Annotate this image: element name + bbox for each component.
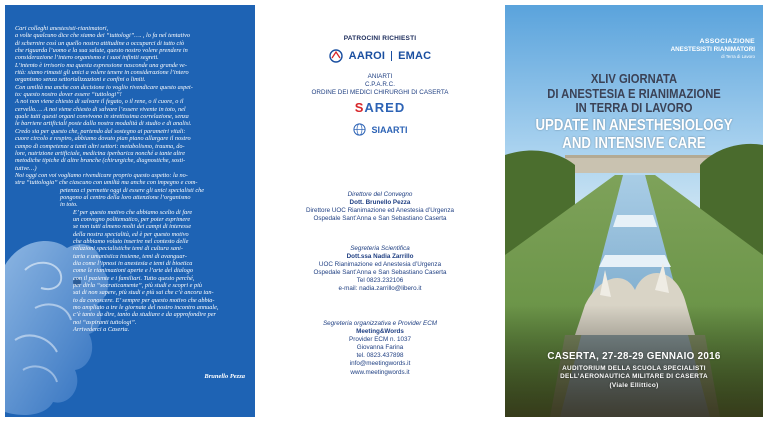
segreteria-phone: Tel 0823.232106 — [356, 277, 404, 285]
event-venue — [505, 365, 763, 390]
letter-line: considerazione l’intero organismo e i suoi infiniti segreti. — [15, 54, 159, 62]
patrocini-title: PATROCINI RICHIESTI — [343, 35, 417, 42]
letter-line: stra “tuttologia” che ciascuno con umiltà ma anche con impegno e com- — [15, 179, 198, 187]
direttore-role: Direttore UOC Rianimazione ed Anestesia d’Urgenza — [305, 207, 455, 215]
letter-line: rità: siamo rimasti gli unici a volere tenere in considerazione l’intero — [15, 69, 189, 77]
letter-body-indented — [15, 187, 251, 209]
direttore-hospital: Ospedale Sant’Anna e San Sebastiano Caserta — [313, 215, 447, 223]
emac-label: EMAC — [398, 50, 432, 62]
letter-line: di schernire così un quello nostra attitudine a occuparci di tutto ciò — [15, 39, 185, 47]
letter-line: to da conoscere. E’ sempre per questo motivo che abbia- — [73, 296, 215, 304]
aaroi-emac-logo — [255, 49, 505, 63]
organizzativa-block — [255, 320, 505, 377]
letter-line: c’è tanto da dire, tanto da studiare e da approfondire per — [73, 311, 216, 319]
letter-line: per dirla “socraticamente”, più studi e scopri e più — [73, 282, 202, 290]
segreteria-hospital: Ospedale Sant’Anna e San Sebastiano Caserta — [313, 269, 447, 277]
letter-line: organismo senza settorializzazioni e confini o limiti. — [15, 76, 146, 84]
letter-line: metodiche tipiche di altre branche (chirurgiche, diagnostiche, sosti- — [15, 157, 186, 165]
direttore-name: Dott. Brunello Pezza — [349, 199, 411, 207]
update-line-1: UPDATE IN ANESTHESIOLOGY — [535, 117, 733, 134]
org-phone: tel. 0823.437898 — [356, 352, 404, 360]
sared-logo — [255, 100, 505, 115]
letter-line: della nostra specialità, ed è per questo motivo — [73, 230, 189, 238]
segreteria-label: Segreteria Scientifica — [350, 245, 410, 252]
org-contact: Giovanna Farina — [356, 344, 404, 352]
letter-line: campo di competenze a tanti altri settori: metabolismo, trauma, do- — [15, 142, 185, 150]
venue-line-1: AUDITORIUM DELLA SCUOLA SPECIALISTI — [562, 365, 706, 372]
assoc-line-1: ASSOCIAZIONE — [699, 38, 755, 45]
letter-line: cervello…. A noi viene chiesto di salvare l’essere vivente in toto, nel — [15, 105, 186, 113]
letter-line: L’intento è irrisorio ma questa espressione nasconde una grande ve- — [15, 61, 187, 69]
siaarti-label: SIAARTI — [371, 124, 408, 135]
letter-line: Cari colleghi anestesisti-rianimatori, — [15, 25, 109, 32]
sared-rest: ARED — [364, 100, 406, 115]
venue-line-3: (Viale Ellittico) — [609, 381, 659, 389]
cparc-line: C.P.A.R.C. — [365, 81, 395, 88]
letter-line: in toto. — [60, 201, 78, 209]
sared-s: S — [354, 100, 365, 115]
letter-body-indented-more — [15, 209, 251, 334]
letter-line: petenza ci permette oggi di essere gli unici specialisti che — [60, 186, 205, 194]
venue-line-2: DELL’AERONAUTICA MILITARE DI CASERTA — [560, 373, 708, 381]
letter-line: le barriere artificiali poste dalla nostra modalità di studio e di analisi. — [15, 120, 192, 128]
letter-signature: Brunello Pezza — [204, 373, 245, 380]
direttore-label: Direttore del Convegno — [347, 191, 413, 198]
letter-line: pongono al centro della loro attenzione l’organismo — [60, 193, 191, 201]
direttore-block — [255, 191, 505, 223]
letter-line: noi “aspiranti tuttologi”. — [73, 318, 137, 326]
siaarti-logo — [255, 123, 505, 136]
update-line-2: AND INTENSIVE CARE — [562, 135, 706, 152]
letter-line: taria e umanistica insieme, temi di avanguar- — [73, 252, 187, 260]
segreteria-email: e-mail: nadia.zarrillo@libero.it — [338, 285, 422, 293]
sponsors-panel — [255, 5, 505, 417]
letter-line: dia come l’ipnosi in anestesia e temi di bioetica — [73, 260, 193, 267]
org-provider: Provider ECM n. 1037 — [349, 336, 411, 344]
event-dates: CASERTA, 27-28-29 GENNAIO 2016 — [547, 351, 721, 362]
letter-line: E’ per questo motivo che abbiamo scelto di fare — [73, 208, 193, 216]
org-label: Segreteria organizzativa e Provider ECM — [322, 320, 438, 327]
letter-line: che riguarda l’uomo e la sua salute, questo nostro volere prendere in — [15, 47, 188, 55]
letter-line: con il paziente e i familiari. Tutto questo perché, — [73, 274, 195, 282]
giornata-line-3: IN TERRA DI LAVORO — [575, 100, 693, 115]
assoc-line-2: ANESTESISTI RIANIMATORI — [670, 45, 755, 53]
letter-text — [15, 25, 251, 380]
letter-line: A noi non viene chiesto di salvare il fegato, o il rene, o il cuore, o il — [15, 98, 184, 106]
org-website: www.meetingwords.it — [350, 368, 410, 376]
letter-line: Arrivederci a Caserta. — [73, 326, 130, 334]
org-email: info@meetingwords.it — [349, 360, 411, 368]
letter-line: sai di non sapere, più studi e più sai che c’è ancora tan- — [73, 289, 214, 297]
letter-line: Credo sia per questo che, partendo dal sostegno ai parametri vitali: — [15, 127, 186, 135]
letter-line: un convegno politematico, per poter esprimere — [73, 215, 191, 223]
segreteria-name: Dott.ssa Nadia Zarrillo — [346, 253, 414, 261]
giornata-line-1: XLIV GIORNATA — [590, 71, 678, 86]
aniarti-line: ANIARTI — [367, 73, 393, 80]
aaroi-label: AAROI — [348, 50, 386, 62]
letter-line: a volte qualcuno dice che siamo dei “tuttologi”…. , lo fa nel tentativo — [15, 32, 190, 40]
aaroi-mark-icon — [329, 49, 343, 63]
segreteria-block — [255, 245, 505, 294]
letter-line: cuore circolo e respiro, abbiamo dovuto pian piano allargare il nostro — [15, 135, 191, 143]
letter-line: quale tutti questi organi convivono in strettissima correlazione, senza — [15, 113, 189, 121]
letter-line: tutive…) — [15, 164, 37, 172]
letter-body — [15, 25, 251, 187]
letter-line: to: questo nostro dover essere “tuttologi”! — [15, 91, 122, 99]
assoc-line-3: di Terra di Lavoro — [721, 54, 755, 59]
siaarti-globe-icon — [353, 123, 366, 136]
cover-panel — [505, 5, 763, 417]
letter-line: Noi oggi con voi vogliamo rivendicare proprio questo aspetto: la no- — [15, 171, 188, 179]
association-header — [671, 38, 755, 61]
letter-line: mo ampliato a tre le giornate del nostro incontro annuale, — [73, 304, 219, 312]
letter-line: Con umiltà ma anche con decisione io voglio rivendicare questo aspet- — [15, 83, 193, 91]
event-title — [524, 72, 743, 116]
letter-line: se non tutti almeno molti dei campi di interesse — [73, 223, 192, 231]
letter-line: relazioni specialistiche temi di cultura sani- — [73, 245, 183, 253]
letter-panel — [5, 5, 255, 417]
letter-line: lore, nutrizione artificiale, medicina iperbarica nonché a tante altre — [15, 149, 185, 157]
ordine-medici-line: ORDINE DEI MEDICI CHIRURGHI DI CASERTA — [311, 89, 449, 96]
letter-line: che abbiamo voluto inserire nel contesto delle — [73, 237, 189, 245]
org-name: Meeting&Words — [356, 328, 404, 336]
segreteria-role: UOC Rianimazione ed Anestesia d’Urgenza — [318, 261, 442, 269]
giornata-line-2: DI ANESTESIA E RIANIMAZIONE — [547, 85, 721, 101]
event-subtitle — [523, 117, 745, 153]
letter-line: come le rianimazioni aperte e l’arte del dialogo — [73, 267, 193, 275]
